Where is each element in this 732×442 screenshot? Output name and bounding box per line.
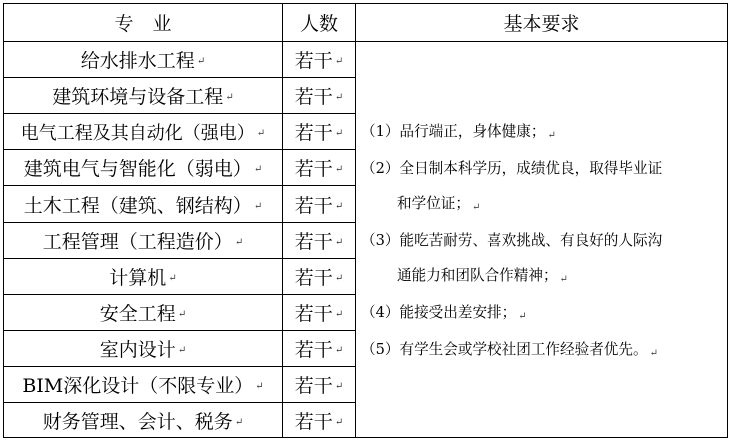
paragraph-mark: ↵ <box>471 202 481 213</box>
paragraph-mark: ↵ <box>559 274 568 285</box>
paragraph-mark: ↵ <box>196 56 206 67</box>
count-cell: 若干 ↵ <box>294 267 344 289</box>
count-cell: 若干 ↵ <box>294 303 344 325</box>
paragraph-mark: ↵ <box>334 309 344 320</box>
requirement-item: （4）能接受出差安排； ↵ <box>361 304 527 322</box>
paragraph-mark: ↵ <box>547 130 556 141</box>
paragraph-mark: ↵ <box>234 237 244 248</box>
major-cell: 财务管理、会计、税务 ↵ <box>42 410 244 433</box>
paragraph-mark: ↵ <box>256 128 266 139</box>
requirement-item: （3）能吃苦耐劳、喜欢挑战、有良好的人际沟 <box>361 232 663 249</box>
paragraph-mark: ↵ <box>334 345 344 356</box>
paragraph-mark: ↵ <box>177 345 187 356</box>
count-cell: 若干 ↵ <box>294 158 344 180</box>
recruitment-table <box>3 3 728 438</box>
major-cell: 计算机 ↵ <box>109 267 177 289</box>
count-cell: 若干 ↵ <box>294 231 344 253</box>
paragraph-mark: ↵ <box>334 164 344 175</box>
count-cell: 若干 ↵ <box>294 375 344 397</box>
major-cell: 室内设计 ↵ <box>99 339 187 361</box>
requirement-item-continuation: 和学位证； ↵ <box>397 195 481 213</box>
paragraph-mark: ↵ <box>334 92 344 103</box>
paragraph-mark: ↵ <box>255 381 264 392</box>
header-requirements: 基本要求 <box>503 13 580 35</box>
requirement-item: （5）有学生会或学校社团工作经验者优先。 ↵ <box>361 341 658 359</box>
paragraph-mark: ↵ <box>253 200 263 212</box>
column-divider <box>355 4 356 437</box>
paragraph-mark: ↵ <box>334 416 344 428</box>
paragraph-mark: ↵ <box>334 273 344 284</box>
requirement-item: （1）品行端正，身体健康； ↵ <box>361 123 556 141</box>
count-cell: 若干 ↵ <box>294 194 344 217</box>
header-major: 专 业 <box>114 13 172 35</box>
paragraph-mark: ↵ <box>518 311 527 322</box>
major-cell: 土木工程（建筑、钢结构） ↵ <box>23 194 263 217</box>
paragraph-mark: ↵ <box>225 92 234 103</box>
major-cell: 工程管理（工程造价） ↵ <box>42 231 244 253</box>
requirement-item: （2）全日制本科学历，成绩优良，取得毕业证 <box>361 160 663 177</box>
header-count: 人数 <box>299 13 338 35</box>
paragraph-mark: ↵ <box>168 273 177 284</box>
requirement-item-continuation: 通能力和团队合作精神； ↵ <box>397 267 568 285</box>
count-cell: 若干 ↵ <box>294 122 344 144</box>
paragraph-mark: ↵ <box>334 56 344 67</box>
major-cell: 建筑环境与设备工程 ↵ <box>52 86 234 108</box>
paragraph-mark: ↵ <box>334 381 344 392</box>
major-cell: 建筑电气与智能化（弱电） ↵ <box>23 158 263 180</box>
count-cell: 若干 ↵ <box>294 86 344 108</box>
paragraph-mark: ↵ <box>334 237 344 248</box>
paragraph-mark: ↵ <box>334 200 344 212</box>
count-cell: 若干 ↵ <box>294 339 344 361</box>
paragraph-mark: ↵ <box>177 309 187 320</box>
count-cell: 若干 ↵ <box>294 50 344 72</box>
paragraph-mark: ↵ <box>234 416 244 428</box>
requirements-list <box>361 114 726 369</box>
major-cell: 给水排水工程 ↵ <box>80 50 206 72</box>
paragraph-mark: ↵ <box>649 348 658 359</box>
major-cell: 安全工程 ↵ <box>99 303 187 325</box>
paragraph-mark: ↵ <box>253 164 263 175</box>
major-cell: BIM深化设计（不限专业） ↵ <box>22 375 264 397</box>
major-cell: 电气工程及其自动化（强电） ↵ <box>20 122 266 144</box>
count-cell: 若干 ↵ <box>294 410 344 433</box>
paragraph-mark: ↵ <box>334 128 344 139</box>
